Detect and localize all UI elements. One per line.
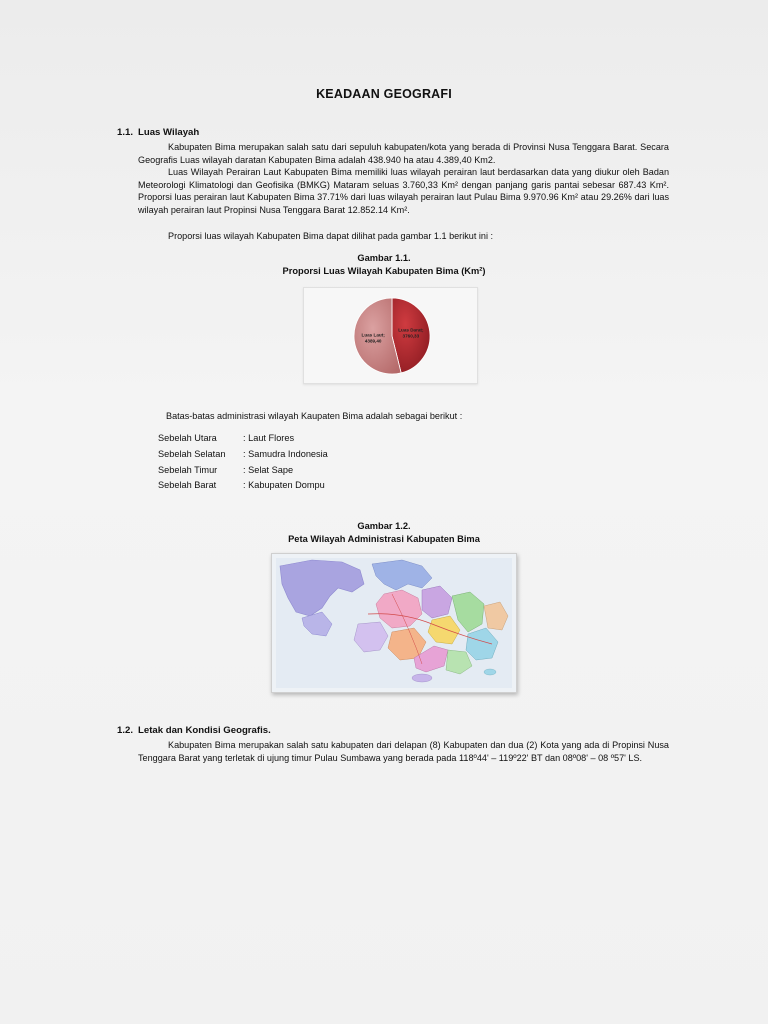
- figure-1-title: Proporsi Luas Wilayah Kabupaten Bima (Km²): [282, 266, 486, 276]
- boundary-label: Sebelah Barat: [158, 480, 217, 491]
- boundary-label: Sebelah Selatan: [158, 448, 226, 459]
- boundary-row-east: [158, 463, 328, 479]
- boundary-label: Sebelah Timur: [158, 464, 218, 475]
- boundary-value: : Samudra Indonesia: [243, 448, 328, 459]
- section-2-paragraph-1: Kabupaten Bima merupakan salah satu kabupaten dari delapan (8) Kabupaten dan dua (2) Kota yang ada di Propinsi Nusa Tenggara Barat yang terletak di ujung timur Pulau Sumbawa yang berada pada 118º44' – 119º22' BT dan 08º08' – 08 º57' LS.: [138, 740, 669, 763]
- section-1-paragraph-1: Kabupaten Bima merupakan salah satu dari sepuluh kabupaten/kota yang berada di Provinsi Nusa Tenggara Barat. Secara Geografis Luas wilayah daratan Kabupaten Bima adalah 438.940 ha atau 4.389,40 Km2.: [138, 142, 669, 165]
- boundary-row-north: [158, 431, 328, 447]
- boundaries-list: [158, 431, 328, 494]
- boundary-value: : Kabupaten Dompu: [243, 480, 325, 491]
- section-1-paragraph-3: Proporsi luas wilayah Kabupaten Bima dapat dilihat pada gambar 1.1 berikut ini :: [168, 231, 494, 241]
- boundary-value: : Laut Flores: [243, 433, 295, 443]
- boundary-row-west: [158, 478, 328, 494]
- figure-1-caption: [0, 252, 768, 278]
- section-1-heading: [117, 127, 199, 138]
- pie-chart-frame: [303, 287, 478, 384]
- figure-2-title: Peta Wilayah Administrasi Kabupaten Bima: [288, 534, 480, 544]
- page-title: KEADAAN GEOGRAFI: [316, 87, 452, 101]
- section-1-title: Luas Wilayah: [138, 127, 200, 138]
- map-image: [272, 554, 516, 692]
- section-2-title: Letak dan Kondisi Geografis.: [138, 725, 271, 736]
- boundary-label: Sebelah Utara: [158, 433, 217, 443]
- figure-2-caption: [0, 520, 768, 546]
- boundaries-intro: Batas-batas administrasi wilayah Kaupaten Bima adalah sebagai berikut :: [166, 411, 463, 421]
- figure-1-label: Gambar 1.1.: [357, 253, 411, 263]
- section-1-number: 1.1.: [117, 127, 134, 138]
- pie-data-label: Luas Laut; 4389,40: [361, 332, 385, 344]
- figure-2-label: Gambar 1.2.: [357, 521, 411, 531]
- section-2-heading: [117, 725, 271, 736]
- administrative-map: [271, 553, 517, 693]
- section-1-paragraph-2: Luas Wilayah Perairan Laut Kabupaten Bima memiliki luas wilayah perairan laut berdasarkan data yang diukur oleh Badan Meteorologi Klimatologi dan Geofisika (BMKG) Mataram seluas 3.760,33 Km² dengan panjang garis pantai sebesar 687.43 Km². Proporsi luas perairan laut Kabupaten Bima 37.71% dari luas wilayah perairan laut Pulau Bima 9.970.96 Km² atau 29.26% dari luas wilayah perairan laut Propinsi Nusa Tenggara Barat 12.852.14 Km².: [138, 167, 669, 215]
- boundary-row-south: [158, 447, 328, 463]
- pie-chart: [304, 288, 477, 383]
- pie-data-label: Luas Darat; 3760,33: [398, 327, 424, 339]
- boundary-value: : Selat Sape: [243, 464, 294, 475]
- section-2-number: 1.2.: [117, 725, 134, 736]
